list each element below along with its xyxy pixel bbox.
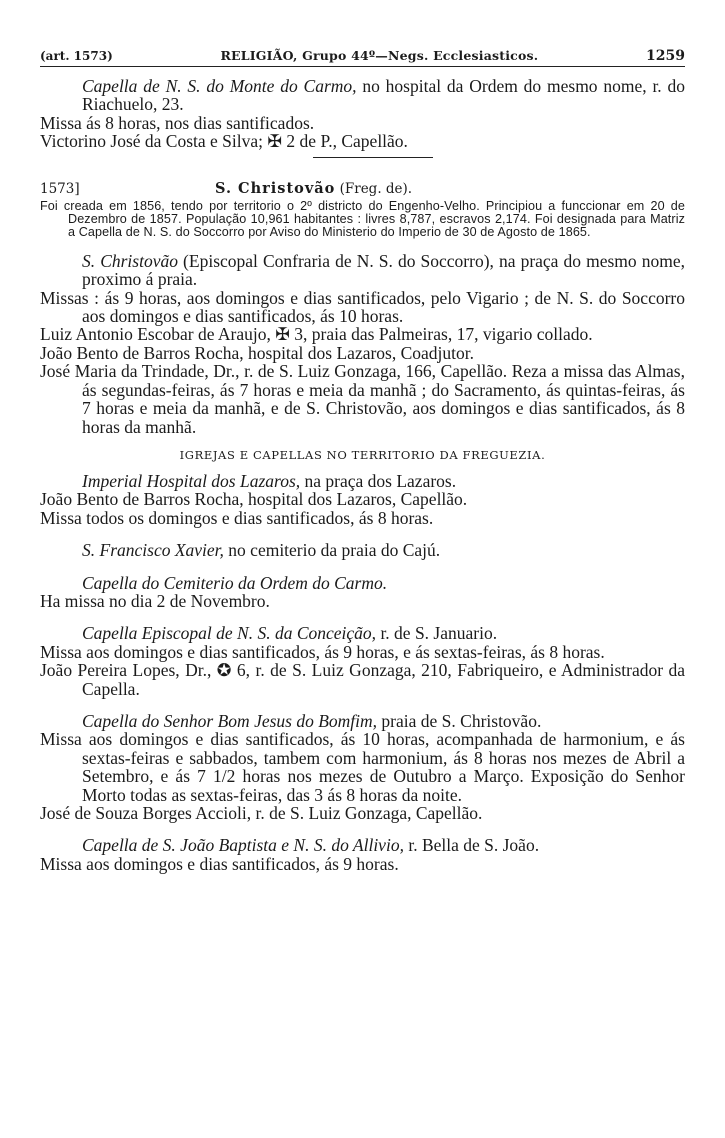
entry-text: Missa aos domingos e dias santificados, ás 9 horas, e ás sextas-feiras, ás 8 horas. [40, 641, 605, 662]
header-article-ref: (art. 1573) [40, 49, 113, 63]
entry-text: Ha missa no dia 2 de Novembro. [40, 590, 270, 611]
header-title: RELIGIÃO, Grupo 44º—Negs. Ecclesiasticos. [220, 48, 539, 63]
section-note: Foi creada em 1856, tendo por territorio o 2º districto do Engenho-Velho. Principiou a funccionar em 20 de Dezembro de 1857. População 10,961 habitantes : livres 8,787, escravos 2,174. Foi designada para Matriz a Capella de N. S. do Soccorro por Aviso do Ministerio do Imperio de 30 de Agosto de 1865. [40, 198, 685, 240]
entry-text: Missas : ás 9 horas, aos domingos e dias santificados, pelo Vigario ; de N. S. do Soccorro aos domingos e dias santificados, ás 10 horas. [40, 287, 685, 327]
entry-conceicao: Capella Episcopal de N. S. da Conceição, r. de S. Januario. Missa aos domingos e dias santificados, ás 9 horas, e ás sextas-feiras, ás 8 horas. João Pereira Lopes, Dr., ✪ 6, r. de S. Luiz Gonzaga, 210, Fabriqueiro, e Administrador da Capella. [40, 623, 685, 699]
entry-monte-carmo: Capella de N. S. do Monte do Carmo, no hospital da Ordem do mesmo nome, r. do Riachuelo, 23. Missa ás 8 horas, nos dias santificados. Victorino José da Costa e Silva; ✠ 2 de P., Capellão. [40, 76, 686, 152]
section-divider [313, 157, 433, 158]
entry-cemiterio [40, 574, 685, 611]
entry-title: S. Francisco Xavier, [82, 540, 224, 561]
entry-text: João Bento de Barros Rocha, hospital dos Lazaros, Capellão. [40, 489, 468, 510]
entry-text: João Bento de Barros Rocha, hospital dos Lazaros, Coadjutor. [40, 342, 475, 363]
entry-title: Capella do Senhor Bom Jesus do Bomfim, [82, 710, 378, 731]
section-heading: 1573] S. Christovão (Freg. de). [40, 179, 413, 197]
entry-text: Missa ás 8 horas, nos dias santificados. [40, 112, 315, 133]
entry-joao-baptista: Capella de S. João Baptista e N. S. do Allivio, r. Bella de S. João. Missa aos domingos e dias santificados, ás 9 horas. [40, 836, 685, 873]
entry-title: Capella de S. João Baptista e N. S. do Allivio, [82, 835, 404, 856]
entry-text: José de Souza Borges Accioli, r. de S. Luiz Gonzaga, Capellão. [40, 803, 483, 823]
entry-text: Victorino José da Costa e Silva; ✠ 2 de P., Capellão. [40, 131, 408, 152]
entry-title: Capella Episcopal de N. S. da Conceição, [82, 623, 377, 644]
entry-matriz: S. Christovão (Episcopal Confraria de N. S. do Soccorro), na praça do mesmo nome, proximo á praia. Missas : ás 9 horas, aos domingos e dias santificados, pelo Vigario ; de N. S. do Soccorro aos domingos e dias santificados, ás 10 horas. Luiz Antonio Escobar de Araujo, ✠ 3, praia das Palmeiras, 17, vigario collado. João Bento de Barros Rocha, hospital dos Lazaros, Coadjutor. José Maria da Trindade, Dr., r. de S. Luiz Gonzaga, 166, Capellão. Reza a missa das Almas, ás segundas-feiras, ás 7 horas e meia da manhã ; do Sacramento, ás quintas-feiras, ás 7 horas e meia da manhã, e de S. Christovão, aos domingos e dias santificados, ás 8 horas da manhã. [40, 250, 685, 437]
entry-title: Imperial Hospital dos Lazaros, [82, 470, 301, 491]
running-header [40, 48, 685, 67]
section-number: 1573] [40, 180, 80, 197]
section-name: S. Christovão [215, 179, 336, 197]
entry-text: Missa todos os domingos e dias santificados, ás 8 horas. [40, 507, 434, 528]
page-number: 1259 [646, 48, 685, 64]
entry-text: Missa aos domingos e dias santificados, ás 9 horas. [40, 853, 399, 874]
entry-bomfim: Capella do Senhor Bom Jesus do Bomfim, praia de S. Christovão. Missa aos domingos e dias santificados, ás 10 horas, acompanhada de harmonium, e ás sextas-feiras e sabbados, tambem com harmonium, ás 8 horas nos mezes de Abril a Setembro, e ás 7 1/2 horas nos mezes de Outubro a Março. Exposição do Senhor Morto todas as sextas-feiras, das 3 ás 8 horas da noite. José de Souza Borges Accioli, r. de S. Luiz Gonzaga, Capellão. [40, 710, 685, 823]
entry-text: José Maria da Trindade, Dr., r. de S. Luiz Gonzaga, 166, Capellão. Reza a missa das Almas, ás segundas-feiras, ás 7 horas e meia da manhã ; do Sacramento, ás quintas-feiras, ás 7 horas e meia da manhã, e de S. Christovão, aos domingos e dias santificados, ás 8 horas da manhã. [40, 361, 685, 437]
entry-title: Capella de N. S. do Monte do Carmo, [82, 76, 357, 96]
subsection-caption: IGREJAS E CAPELLAS NO TERRITORIO DA FREGUEZIA. [179, 447, 546, 462]
entry-text: Missa aos domingos e dias santificados, ás 10 horas, acompanhada de harmonium, e ás sextas-feiras e sabbados, tambem com harmonium, ás 8 horas nos mezes de Abril a Setembro, e ás 7 1/2 horas nos mezes de Outubro a Março. Exposição do Senhor Morto todas as sextas-feiras, das 3 ás 8 horas da noite. [40, 729, 685, 805]
entry-title: Capella do Cemiterio da Ordem do Carmo. [82, 572, 388, 593]
entry-text: João Pereira Lopes, Dr., ✪ 6, r. de S. Luiz Gonzaga, 210, Fabriqueiro, e Administrador da Capella. [40, 660, 685, 699]
entry-hospital: Imperial Hospital dos Lazaros, na praça dos Lazaros. João Bento de Barros Rocha, hospital dos Lazaros, Capellão. Missa todos os domingos e dias santificados, ás 8 horas. [40, 472, 685, 527]
entry-text: Luiz Antonio Escobar de Araujo, ✠ 3, praia das Palmeiras, 17, vigario collado. [40, 324, 593, 345]
entry-title: S. Christovão [82, 250, 178, 271]
document-page [40, 48, 685, 873]
entry-xavier: S. Francisco Xavier, no cemiterio da praia do Cajú. [82, 540, 441, 561]
